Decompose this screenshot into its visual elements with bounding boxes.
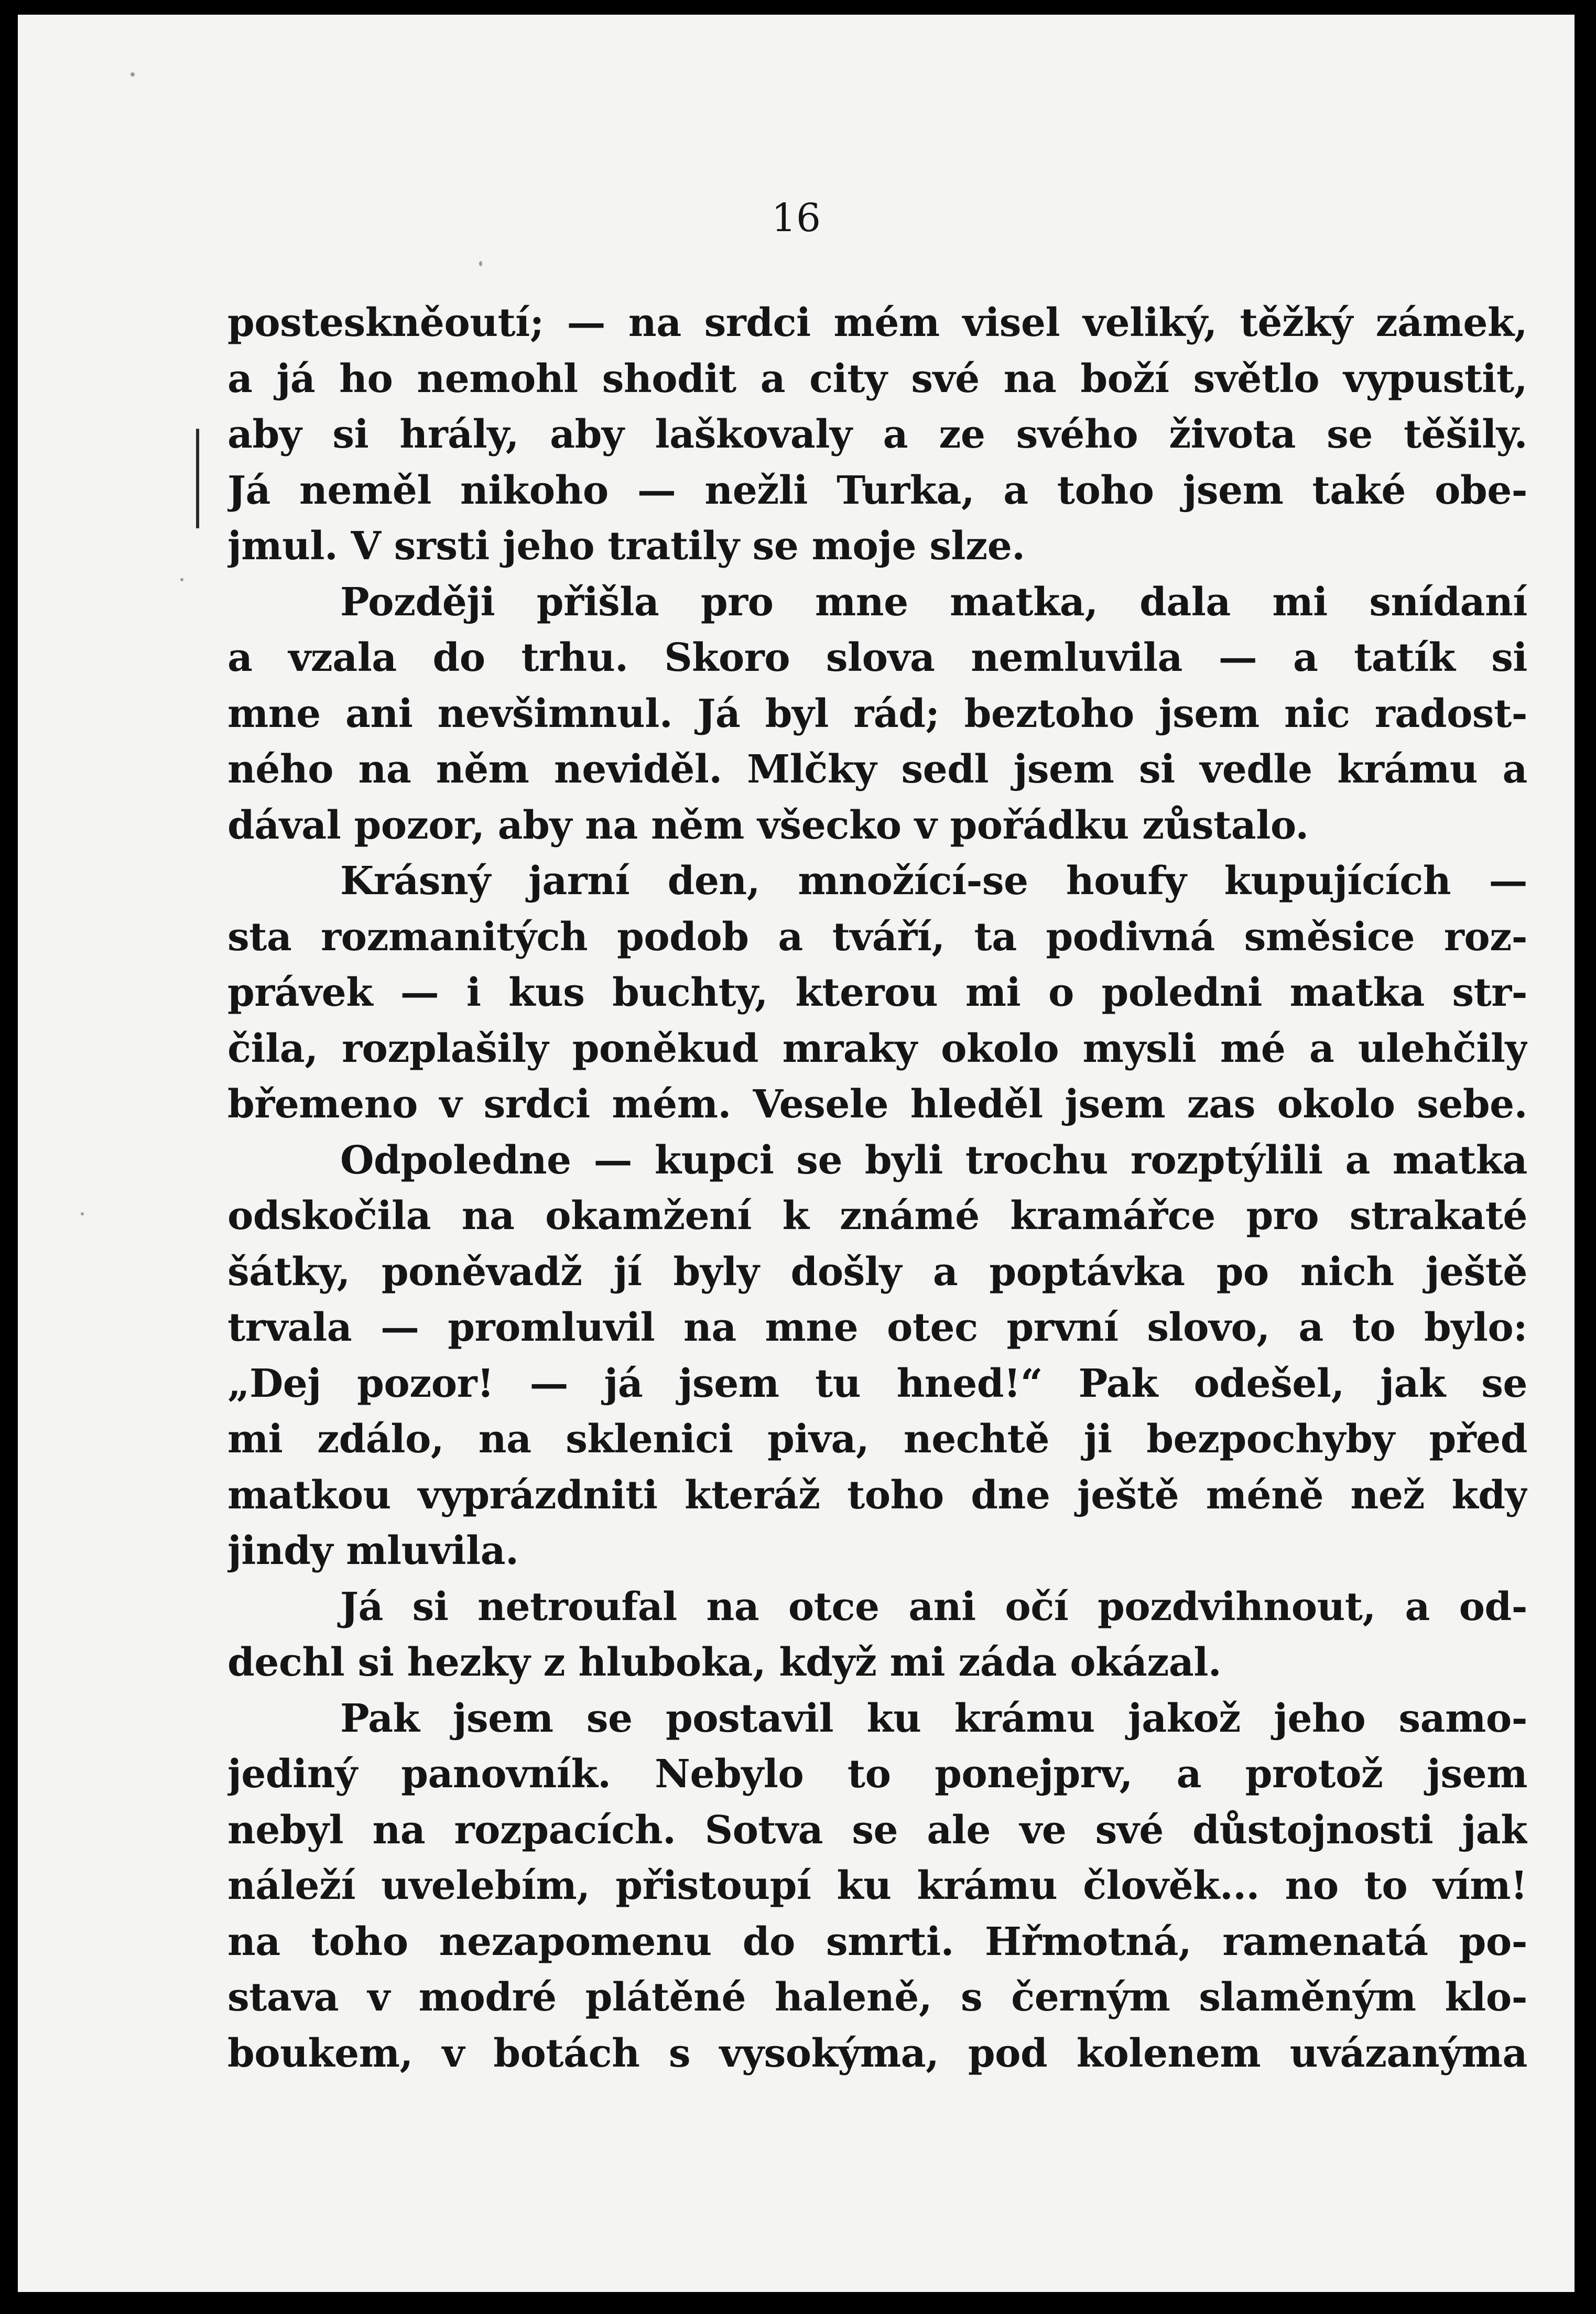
text-line: právek — i kus buchty, kterou mi o poledni matka str-: [227, 970, 1527, 1015]
text-line: břemeno v srdci mém. Vesele hleděl jsem zas okolo sebe.: [227, 1082, 1527, 1127]
text-line: boukem, v botách s vysokýma, pod kolenem uvázanýma: [227, 2030, 1527, 2076]
text-line: Já si netroufal na otce ani očí pozdvihnout, a od-: [340, 1584, 1527, 1629]
text-line: posteskněoutí; — na srdci mém visel veliký, těžký zámek,: [227, 300, 1527, 345]
text-line: nebyl na rozpacích. Sotva se ale ve své důstojnosti jak: [227, 1807, 1527, 1853]
text-line: Pak jsem se postavil ku krámu jakož jeho samo-: [340, 1696, 1527, 1741]
text-line: sta rozmanitých podob a tváří, ta podivná směsice roz-: [227, 914, 1527, 960]
text-line: Krásný jarní den, množící-se houfy kupujících —: [340, 859, 1527, 904]
text-line: Odpoledne — kupci se byli trochu rozptýlili a matka: [340, 1137, 1527, 1183]
page-number: 16: [771, 195, 821, 241]
text-line: Později přišla pro mne matka, dala mi snídaní: [340, 579, 1527, 625]
book-page: [18, 15, 1575, 2292]
text-line: Já neměl nikoho — nežli Turka, a toho jsem také obe-: [227, 468, 1527, 513]
text-line: odskočila na okamžení k známé kramářce pro strakaté: [227, 1193, 1527, 1239]
speck: [479, 261, 482, 266]
text-line: dával pozor, aby na něm všecko v pořádku zůstalo.: [227, 802, 1309, 848]
text-line: jediný panovník. Nebylo to ponejprv, a protož jsem: [227, 1752, 1527, 1797]
text-line: mi zdálo, na sklenici piva, nechtě ji bezpochyby před: [227, 1417, 1527, 1462]
speck: [180, 578, 183, 581]
text-line: aby si hrály, aby laškovaly a ze svého života se těšily.: [227, 412, 1527, 457]
text-line: „Dej pozor! — já jsem tu hned!“ Pak odešel, jak se: [227, 1361, 1527, 1406]
body-text: [227, 295, 1527, 2081]
text-line: matkou vyprázdniti kteráž toho dne ještě méně než kdy: [227, 1472, 1527, 1518]
text-line: mne ani nevšimnul. Já byl rád; beztoho jsem nic radost-: [227, 691, 1527, 736]
text-line: šátky, poněvadž jí byly došly a poptávka po nich ještě: [227, 1249, 1527, 1295]
speck: [131, 72, 135, 77]
text-line: jmul. V srsti jeho tratily se moje slze.: [227, 524, 1025, 569]
text-line: jindy mluvila.: [227, 1528, 519, 1573]
text-line: stava v modré plátěné haleně, s černým slaměným klo-: [227, 1975, 1527, 2020]
margin-mark: [196, 429, 199, 528]
text-line: a vzala do trhu. Skoro slova nemluvila — a tatík si: [227, 635, 1527, 680]
text-line: ného na něm neviděl. Mlčky sedl jsem si vedle krámu a: [227, 747, 1527, 792]
text-line: na toho nezapomenu do smrti. Hřmotná, ramenatá po-: [227, 1919, 1527, 1964]
text-line: čila, rozplašily poněkud mraky okolo mysli mé a ulehčily: [227, 1026, 1527, 1071]
text-line: náleží uvelebím, přistoupí ku krámu člověk... no to vím!: [227, 1863, 1527, 1908]
speck: [81, 1212, 84, 1215]
text-line: trvala — promluvil na mne otec první slovo, a to bylo:: [227, 1305, 1527, 1350]
text-line: dechl si hezky z hluboka, když mi záda okázal.: [227, 1640, 1222, 1685]
text-line: a já ho nemohl shodit a city své na boží světlo vypustit,: [227, 356, 1527, 401]
